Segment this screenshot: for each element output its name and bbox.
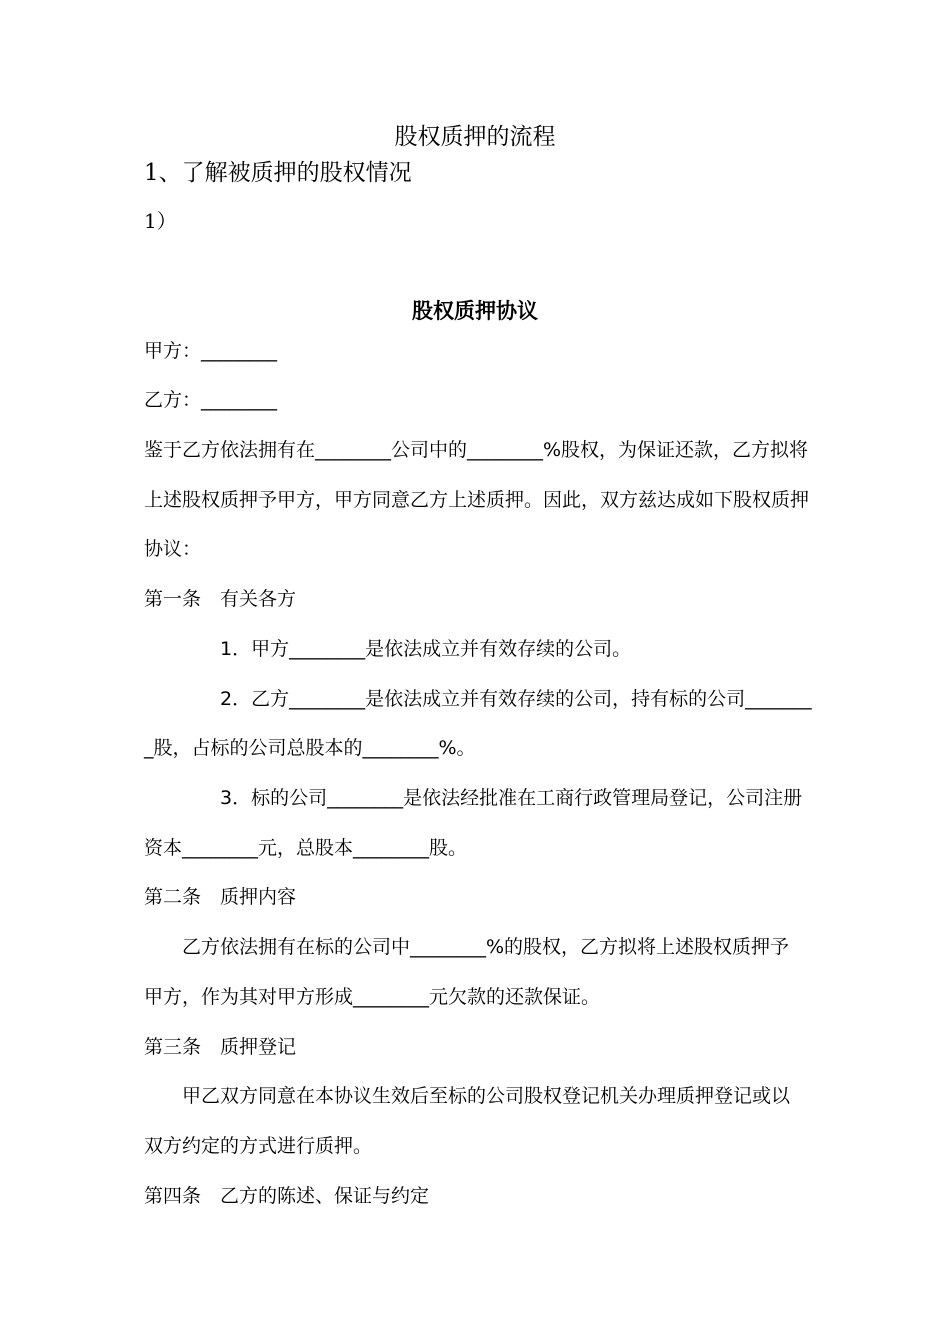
article-1-heading: 第一条 有关各方 <box>144 588 297 610</box>
preamble-line-2: 上述股权质押予甲方，甲方同意乙方上述质押。因此，双方兹达成如下股权质押 <box>144 489 810 511</box>
article-2-line-2: 甲方，作为其对甲方形成________元欠款的还款保证。 <box>144 986 601 1008</box>
subsection-heading-1-1: 1） <box>144 209 177 233</box>
article-4-heading: 第四条 乙方的陈述、保证与约定 <box>144 1185 430 1207</box>
article-1-item-2-line-2: _股，占标的公司总股本的________%。 <box>144 737 476 759</box>
article-2-line-1: 乙方依法拥有在标的公司中________%的股权，乙方拟将上述股权质押予 <box>182 936 790 958</box>
section-heading-1: 1、了解被质押的股权情况 <box>144 160 412 186</box>
article-1-item-2-line-1: 2．乙方________是依法成立并有效存续的公司，持有标的公司_______ <box>220 688 812 710</box>
article-1-item-1: 1．甲方________是依法成立并有效存续的公司。 <box>220 638 632 660</box>
article-3-heading: 第三条 质押登记 <box>144 1036 297 1058</box>
article-3-line-2: 双方约定的方式进行质押。 <box>144 1135 373 1157</box>
agreement-title: 股权质押协议 <box>412 299 538 323</box>
article-1-item-3-line-2: 资本________元，总股本________股。 <box>144 837 468 859</box>
party-a-line: 甲方：________ <box>144 340 278 362</box>
article-1-item-3-line-1: 3．标的公司________是依法经批准在工商行政管理局登记，公司注册 <box>220 787 803 809</box>
party-b-line: 乙方：________ <box>144 389 278 411</box>
article-2-heading: 第二条 质押内容 <box>144 886 297 908</box>
preamble-line-3: 协议： <box>144 538 202 560</box>
preamble-line-1: 鉴于乙方依法拥有在________公司中的________%股权，为保证还款，乙方拟将 <box>144 439 809 461</box>
article-3-line-1: 甲乙双方同意在本协议生效后至标的公司股权登记机关办理质押登记或以 <box>182 1085 791 1107</box>
document-title: 股权质押的流程 <box>394 124 556 150</box>
